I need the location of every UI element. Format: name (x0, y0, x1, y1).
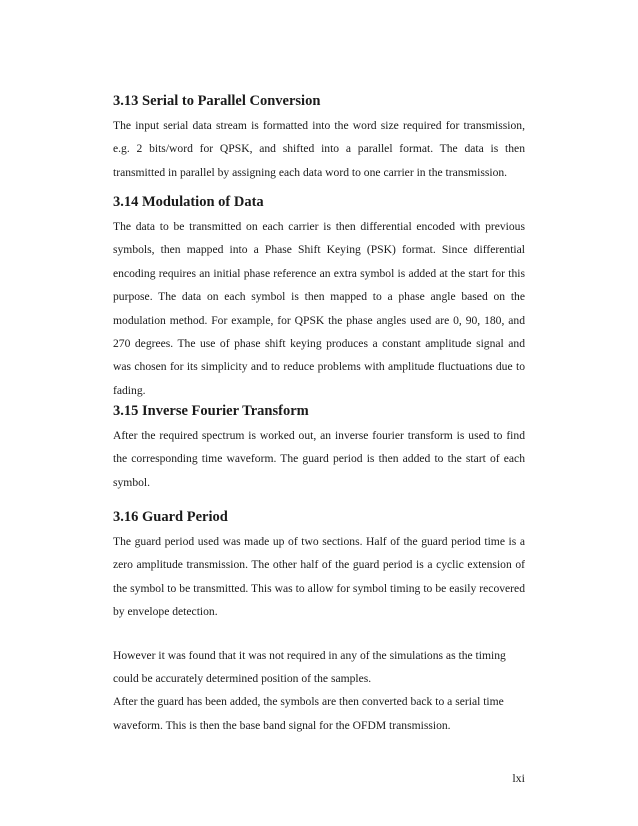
section-paragraph: However it was found that it was not required in any of the simulations as the timing could be accurately determined position of the samples. (113, 648, 506, 686)
section-3-16 (113, 508, 525, 737)
section-3-15 (113, 402, 525, 494)
section-heading: 3.14 Modulation of Data (113, 194, 264, 210)
section-3-14 (113, 193, 525, 402)
section-heading: 3.16 Guard Period (113, 509, 228, 525)
section-heading: 3.15 Inverse Fourier Transform (113, 403, 309, 419)
section-paragraph: The input serial data stream is formatted into the word size required for transmission, e.g. 2 bits/word for QPSK, and shifted into a parallel format. The data is then transmitted in parallel by assigning each data word to one carrier in the transmission. (113, 119, 525, 179)
section-paragraph: The data to be transmitted on each carrier is then differential encoded with previous symbols, then mapped into a Phase Shift Keying (PSK) format. Since differential encoding requires an initial phase reference an extra symbol is added at the start for this purpose. The data on each symbol is then mapped to a phase angle based on the modulation method. For example, for QPSK the phase angles used are 0, 90, 180, and 270 degrees. The use of phase shift keying produces a constant amplitude signal and was chosen for its simplicity and to reduce problems with amplitude fluctuations due to fading. (113, 220, 525, 397)
section-paragraph: After the required spectrum is worked out, an inverse fourier transform is used to find the corresponding time waveform. The guard period is then added to the start of each symbol. (113, 429, 525, 489)
section-paragraph: The guard period used was made up of two sections. Half of the guard period time is a zero amplitude transmission. The other half of the guard period is a cyclic extension of the symbol to be transmitted. This was to allow for symbol timing to be easily recovered by envelope detection. (113, 535, 525, 619)
section-heading: 3.13 Serial to Parallel Conversion (113, 93, 321, 109)
section-3-13 (113, 92, 525, 184)
section-paragraph: After the guard has been added, the symbols are then converted back to a serial time waveform. This is then the base band signal for the OFDM transmission. (113, 695, 504, 732)
page-number: lxi (512, 771, 525, 785)
document-page (113, 0, 525, 826)
